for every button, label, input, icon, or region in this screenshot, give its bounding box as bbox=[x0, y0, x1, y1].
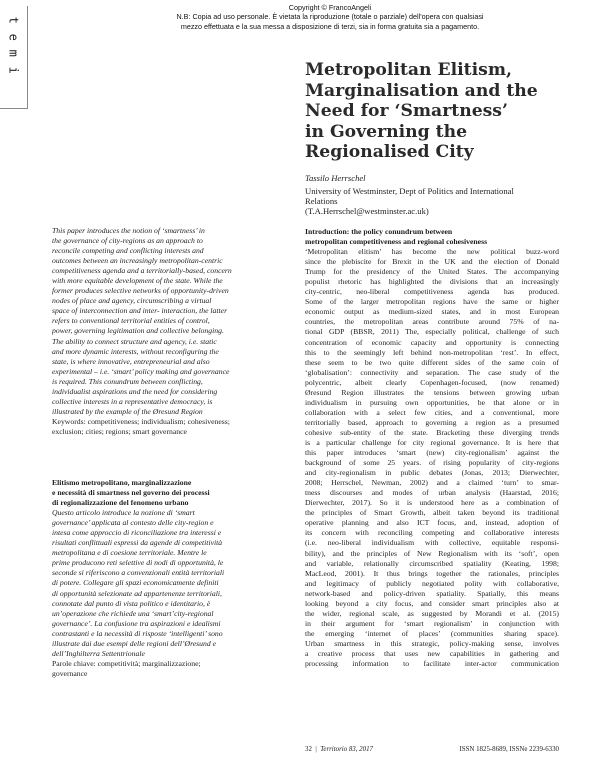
body-line: is a particular challenge for city regional governance. It is here that bbox=[305, 437, 559, 447]
page-footer bbox=[305, 746, 559, 753]
journal-citation: Territorio 83, 2017 bbox=[320, 746, 373, 753]
abstract-line: risultati conflittuali espressi da agende di competitività bbox=[52, 538, 223, 548]
body-line: populist rhetoric has highlighted the divisions that an increasingly bbox=[305, 277, 559, 287]
body-line: tness discourses and modes of urban analysis (Haarstad, 2016; bbox=[305, 488, 559, 498]
abstract-line: di potere. Collegare gli spazi economicamente definiti bbox=[52, 578, 219, 588]
body-line: looking beyond a city focus, and consider smart principles also at bbox=[305, 598, 559, 608]
affiliation-line: Relations bbox=[305, 196, 338, 207]
abstract-line: governance’. La confusione tra aspirazioni e idealismi bbox=[52, 618, 221, 628]
body-line: these seem to be two quite different sides of the same coin of bbox=[305, 357, 559, 367]
body-line: its concern with reconciling competing and collaborative interests bbox=[305, 528, 559, 538]
keywords-line: Keywords: competitiveness; individualism; cohesiveness; bbox=[52, 416, 230, 426]
section-tab-letter: t bbox=[6, 16, 21, 24]
body-line: the emerging ‘internet of places’ (communities sharing space). bbox=[305, 628, 559, 638]
body-line: this paper introduces ‘smart (new) city-regionalism’ against the bbox=[305, 448, 559, 458]
section-heading-line: Introduction: the policy conundrum between bbox=[305, 227, 453, 236]
abstract-line: intesa come approccio di riconciliazione tra interessi e bbox=[52, 528, 222, 538]
abstract-english bbox=[52, 226, 262, 437]
abstract-line: nodes of place and agency, circumscribing a virtual bbox=[52, 296, 212, 306]
abstract-line: prime producono reti selettive di nodi di opportunità, le bbox=[52, 558, 224, 568]
abstract-line: is required. This conundrum between conflicting, bbox=[52, 376, 203, 386]
body-text bbox=[305, 227, 559, 669]
abstract-line: This paper introduces the notion of ‘smartness’ in bbox=[52, 226, 205, 235]
keywords-line: exclusion; cities; regions; smart governance bbox=[52, 426, 187, 436]
copyright-line: mezzo effettuata e la sua messa a disposizione di terzi, sia in forma gratuita sia a pagamento. bbox=[180, 21, 480, 31]
abstract-line: and more dynamic interests, without reconfiguring the bbox=[52, 346, 219, 356]
body-line: operative planning and also ICT focus, and, instead, adoption of bbox=[305, 518, 559, 528]
abstract-line: power, governing legitimation and collective belonging. bbox=[52, 326, 224, 336]
body-line: Urban smartness in this strategic, policy-making sense, involves bbox=[305, 638, 559, 648]
section-tab-label bbox=[5, 12, 21, 78]
abstract-line: seconde si riferiscono a convenzionali entità territoriali bbox=[52, 568, 225, 578]
author-name: Tassilo Herrschel bbox=[305, 173, 366, 183]
abstract-line: space of interconnection and inter- interaction, the latter bbox=[52, 306, 228, 316]
abstract-line: un’operazione che richiede una ‘smart’city-regional bbox=[52, 608, 214, 618]
author-affiliation bbox=[305, 186, 559, 217]
abstract-line: connotate dal punto di vista politico e identitario, è bbox=[52, 598, 211, 608]
body-line: and legitimacy of publicly negotiated polity with collaborative, bbox=[305, 578, 559, 588]
abstract-line: dell’Inghilterra Settentrionale bbox=[52, 648, 145, 658]
body-line: tional GDP (BBSR, 2011) The, especially political, challenge of such bbox=[305, 327, 559, 337]
abstract-line: outcomes between an increasingly metropolitan-centric bbox=[52, 256, 223, 266]
abstract-italian bbox=[52, 478, 262, 679]
section-tab-letter: m bbox=[6, 49, 21, 57]
title-line: in Governing the bbox=[305, 121, 468, 142]
affiliation-line: (T.A.Herrschel@westminster.ac.uk) bbox=[305, 206, 429, 217]
title-line: Marginalisation and the bbox=[305, 80, 538, 101]
abstract-line: reconcile competing and conflicting interests and bbox=[52, 246, 204, 256]
abstract-line: Questo articolo introduce la nozione di ‘smart bbox=[52, 508, 195, 518]
body-line: (i.e. neo-liberal individualism with collective, equitable responsi- bbox=[305, 538, 559, 548]
body-line: polycentric, albeit clearly Copenhagen-focused, (now renamed) bbox=[305, 377, 559, 387]
body-line: background of some 25 years. of rising popularity of city-regions bbox=[305, 458, 559, 468]
title-line: Regionalised City bbox=[305, 142, 474, 163]
abstract-line: illustrated by the example of the Øresund Region bbox=[52, 406, 203, 416]
abstract-line: competitiveness agenda and a territorially-based, concern bbox=[52, 266, 232, 276]
body-line: a creative process that uses new capabilities in gathering and bbox=[305, 648, 559, 658]
title-line: Need for ‘Smartness’ bbox=[305, 101, 508, 122]
title-line: Metropolitan Elitism, bbox=[305, 60, 512, 80]
copyright-notice bbox=[120, 3, 540, 31]
body-line: and variable, relationally circumscribed spatiality (Keating, 1998; bbox=[305, 558, 559, 568]
body-line: network-based and policy-driven spatiality. Spatially, this means bbox=[305, 588, 559, 598]
abstract-line: contrastanti e la necessità di risposte ‘intelligenti’ sono bbox=[52, 628, 223, 638]
page-number: 32 bbox=[305, 746, 312, 753]
copyright-line: N.B: Copia ad uso personale. È vietata la riproduzione (totale o parziale) dell'opera con qualsiasi bbox=[176, 12, 484, 22]
abstract-line: governance’ applicata al contesto delle city-region e bbox=[52, 518, 214, 528]
abstract-line: state, is where innovative, entrepreneurial and also bbox=[52, 356, 210, 366]
body-line: countries, the metropolitan areas contribute around 75% of na- bbox=[305, 317, 559, 327]
body-line: Trump for the presidency of the United States. The accompanying bbox=[305, 267, 559, 277]
section-tab-letter: e bbox=[6, 33, 21, 41]
body-line: ‘globalisation’: connectivity and separation. The case study of the bbox=[305, 367, 559, 377]
italian-title-line: Elitismo metropolitano, marginalizzazione bbox=[52, 478, 192, 487]
italian-title-line: e necessità di smartness nel governo dei processi bbox=[52, 488, 210, 498]
body-line: city-centric, neo-liberal competitiveness agenda has produced. bbox=[305, 287, 559, 297]
affiliation-line: University of Westminster, Dept of Politics and International bbox=[305, 186, 514, 196]
body-line: since the plebiscite for Brexit in the UK and the election of Donald bbox=[305, 257, 559, 267]
body-line: Dierwechter, 2017). So it is understood here as a combination of bbox=[305, 498, 559, 508]
abstract-line: The ability to connect structure and agency, i.e. static bbox=[52, 336, 217, 346]
body-line: Øresund Region illustrates the tensions between growing urban bbox=[305, 387, 559, 397]
issn-info: ISSN 1825-8689, ISSNe 2239-6330 bbox=[459, 746, 559, 753]
body-line: the principles of Smart Growth, albeit taken beyond its traditional bbox=[305, 508, 559, 518]
body-line: processing information to facilitate inter-actor communication bbox=[305, 659, 559, 669]
section-heading-line: metropolitan competitiveness and regional cohesiveness bbox=[305, 237, 488, 247]
footer-separator: | bbox=[313, 746, 319, 753]
body-line: 2008; Herrschel, Newman, 2002) and a claimed ‘turn’ to smar- bbox=[305, 478, 559, 488]
keywords-line: Parole chiave: competitività; marginalizzazione; bbox=[52, 658, 201, 668]
body-line: and city-regionalism in public debates (Jonas, 2013; Dierwechter, bbox=[305, 468, 559, 478]
body-line: individualism in pursuing own opportunities, be that alone or in bbox=[305, 397, 559, 407]
body-line: cohesive sub-entity of the state. Bracketing these diverging trends bbox=[305, 427, 559, 437]
body-line: territorially based, approach to governing a region as a presumed bbox=[305, 417, 559, 427]
abstract-line: experimental – i.e. ‘smart’ policy making and governance bbox=[52, 366, 230, 376]
keywords-line: governance bbox=[52, 668, 88, 678]
body-line: Some of the larger metropolitan regions have the same or higher bbox=[305, 297, 559, 307]
section-tab-letter: i bbox=[6, 66, 21, 74]
body-line: ‘Metropolitan elitism’ has become the new political buzz-word bbox=[305, 247, 559, 257]
body-line: concentration of economic capacity and opportunity is connecting bbox=[305, 337, 559, 347]
body-line: this to the seemingly left behind non-metropolitan ‘rest’. In effect, bbox=[305, 347, 559, 357]
body-line: the wider, regional scale, as suggested by Morandi et al. (2015) bbox=[305, 608, 559, 618]
copyright-line: Copyright © FrancoAngeli bbox=[288, 3, 372, 12]
abstract-line: illustrate dai due esempi delle regioni dell’Øresund e bbox=[52, 638, 217, 648]
abstract-line: metropolitana e di coesione territoriale. Mentre le bbox=[52, 548, 207, 558]
body-line: collaboration with a select few cities, and a conventional, more bbox=[305, 407, 559, 417]
article-title bbox=[305, 60, 575, 163]
abstract-line: with more equitable development of the state. While the bbox=[52, 276, 223, 286]
body-line: in their argument for ‘smart regionalism’ in conjunction with bbox=[305, 618, 559, 628]
body-line: economic output as medium-sized states, and in most European bbox=[305, 307, 559, 317]
abstract-line: refers to conventional territorial entities of control, bbox=[52, 316, 210, 326]
body-line: bility), and the principles of New Regionalism with its ‘soft’, open bbox=[305, 548, 559, 558]
abstract-line: individualist aspirations and the need for considering bbox=[52, 386, 218, 396]
abstract-line: the governance of city-regions as an approach to bbox=[52, 236, 203, 246]
abstract-line: former produces selective networks of opportunity-driven bbox=[52, 286, 229, 296]
body-line: MacLeod, 2001). It thus brings together the rationales, principles bbox=[305, 568, 559, 578]
italian-title-line: di regionalizzazione del fenomeno urbano bbox=[52, 498, 189, 508]
abstract-line: collective interests in a representative democracy, is bbox=[52, 396, 213, 406]
abstract-line: di opportunità selezionate ad appartenenze territoriali, bbox=[52, 588, 222, 598]
